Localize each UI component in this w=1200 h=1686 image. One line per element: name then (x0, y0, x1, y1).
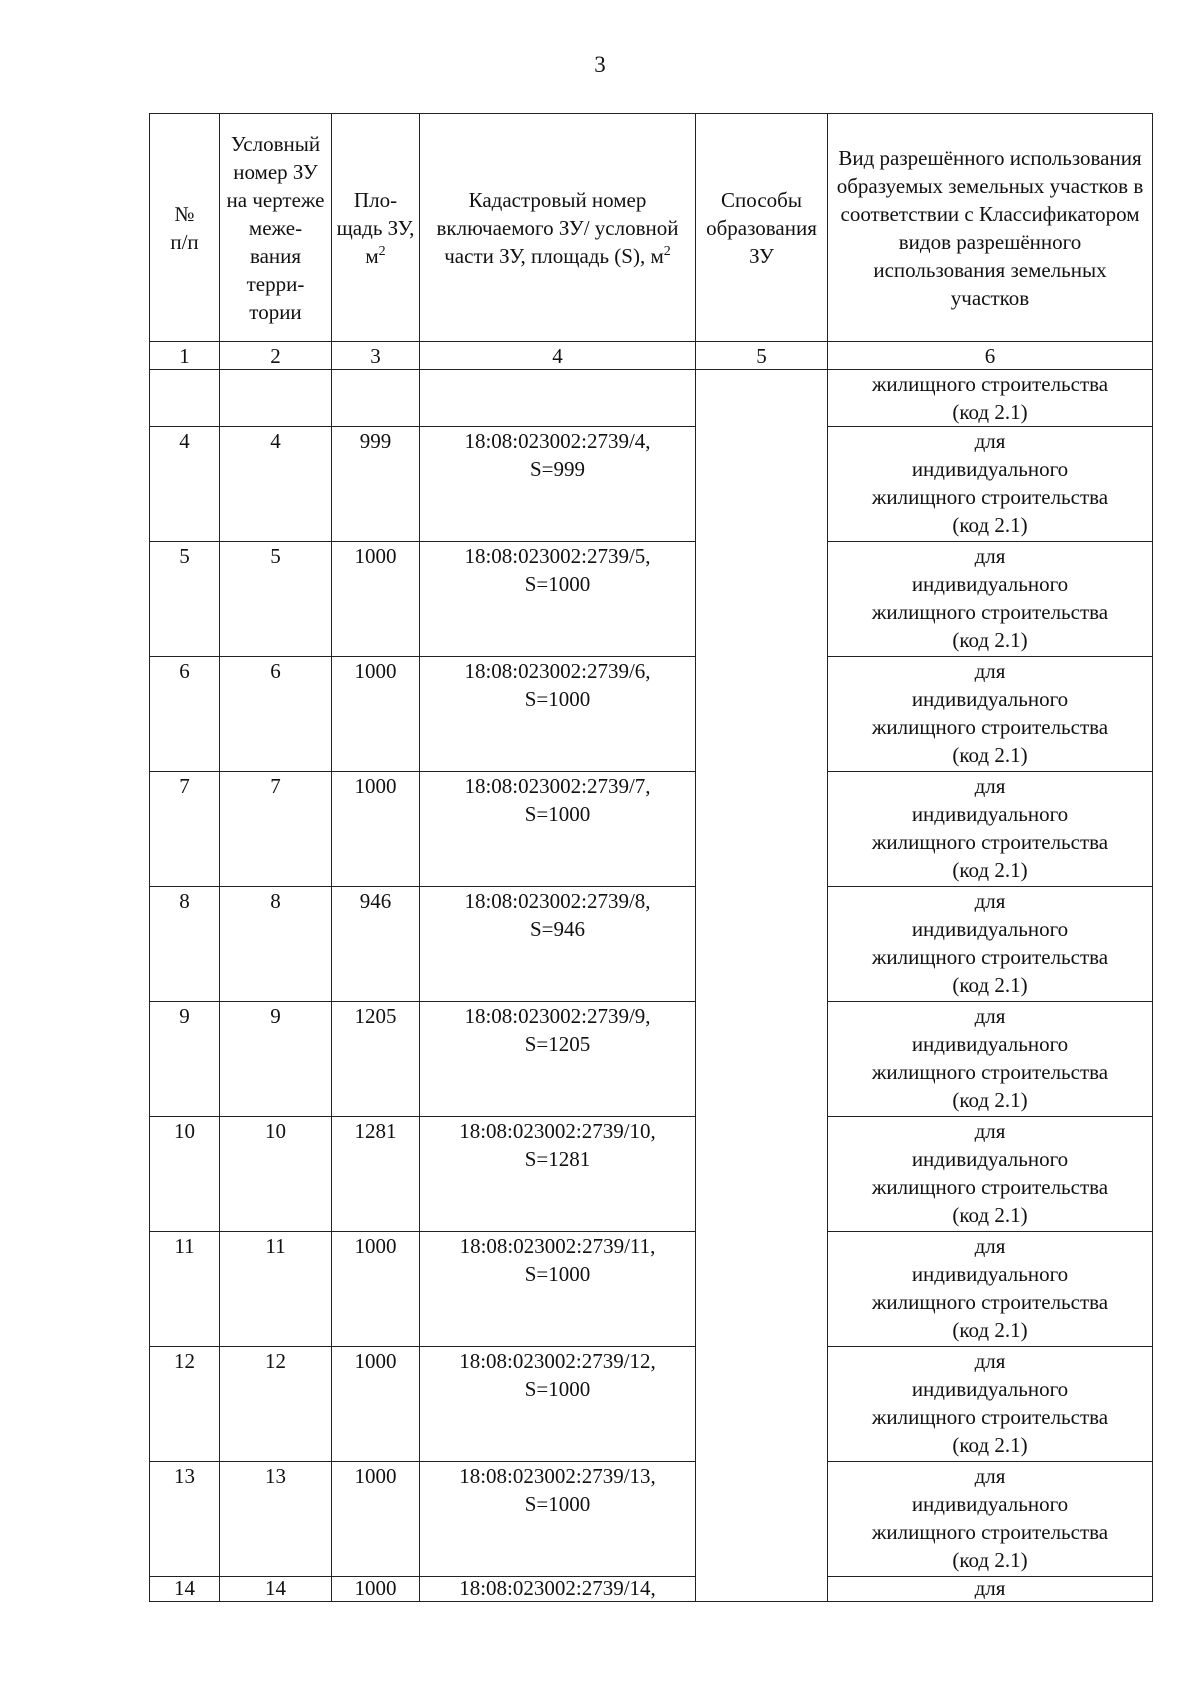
row-number-cell (150, 1002, 220, 1117)
cell-line: жилищного строительства (871, 600, 1109, 624)
cell-line: (код 2.1) (952, 743, 1028, 767)
row-number-cell (150, 657, 220, 772)
cell-line: (код 2.1) (952, 628, 1028, 652)
use-line: жилищного строительства (871, 372, 1109, 396)
cell-line: 1000 (354, 774, 397, 798)
cell-line: индивидуального (911, 457, 1069, 481)
cell-line: 18:08:023002:2739/9, (464, 1004, 651, 1028)
area-cell: 1000 (332, 1577, 420, 1602)
conditional-number-cell (220, 1002, 332, 1117)
cadastral-cell (420, 1232, 696, 1347)
permitted-use-cell: для (828, 1577, 1153, 1602)
cell-line: индивидуального (911, 1492, 1069, 1516)
cell-line: (код 2.1) (952, 858, 1028, 882)
cadastral-cell (420, 887, 696, 1002)
cell-line: 6 (270, 659, 281, 683)
header-methods: Способы образования ЗУ (696, 114, 828, 342)
permitted-use-cell (828, 370, 1153, 427)
cell-line: 1000 (354, 1349, 397, 1373)
cell-line: для (974, 1349, 1006, 1373)
permitted-use-cell (828, 1232, 1153, 1347)
cadastral-cell (420, 1002, 696, 1117)
area-cell (332, 1232, 420, 1347)
cell-line: для (974, 774, 1006, 798)
cell-line: для (974, 544, 1006, 568)
cadastral-cell (420, 1347, 696, 1462)
cell-line: S=1000 (524, 802, 591, 826)
conditional-number-cell (220, 1117, 332, 1232)
cell-line: 13 (265, 1464, 286, 1488)
area-cell (332, 1347, 420, 1462)
cell-line: 12 (174, 1349, 195, 1373)
empty-cell (332, 370, 420, 427)
page-number: 3 (594, 52, 606, 77)
cell-line: 4 (270, 429, 281, 453)
cell-line: 9 (270, 1004, 281, 1028)
cell-line: 10 (265, 1119, 286, 1143)
area-cell (332, 1462, 420, 1577)
column-number: 2 (220, 342, 332, 370)
cell-line: S=1205 (524, 1032, 591, 1056)
table-row (150, 427, 1153, 542)
use-line: (код 2.1) (952, 400, 1028, 424)
column-number: 6 (828, 342, 1153, 370)
cell-line: 18:08:023002:2739/11, (459, 1234, 656, 1258)
cell-line: 8 (270, 889, 281, 913)
cell-line: (код 2.1) (952, 1203, 1028, 1227)
area-cell (332, 542, 420, 657)
formation-method-cell (696, 370, 828, 1602)
area-cell (332, 1002, 420, 1117)
cell-line: S=1000 (524, 1492, 591, 1516)
cell-line: 18:08:023002:2739/10, (459, 1119, 656, 1143)
area-cell (332, 427, 420, 542)
conditional-number-cell (220, 1462, 332, 1577)
continuation-row (150, 370, 1153, 427)
cell-line: 18:08:023002:2739/13, (459, 1464, 656, 1488)
cell-line: S=1000 (524, 572, 591, 596)
cell-line: жилищного строительства (871, 485, 1109, 509)
cadastral-cell (420, 1117, 696, 1232)
cell-line: 1000 (354, 1234, 397, 1258)
cell-line: жилищного строительства (871, 1520, 1109, 1544)
conditional-number-cell (220, 772, 332, 887)
cadastral-cell (420, 772, 696, 887)
cadastral-cell: 18:08:023002:2739/14, (420, 1577, 696, 1602)
table-row (150, 1462, 1153, 1577)
cell-line: жилищного строительства (871, 945, 1109, 969)
cell-line: S=1000 (524, 1377, 591, 1401)
column-number: 5 (696, 342, 828, 370)
cell-line: индивидуального (911, 802, 1069, 826)
cell-line: 5 (179, 544, 190, 568)
cadastral-cell (420, 657, 696, 772)
cell-line: для (974, 659, 1006, 683)
cell-line: S=1000 (524, 1262, 591, 1286)
conditional-number-cell (220, 887, 332, 1002)
cell-line: для (974, 1119, 1006, 1143)
table-row (150, 542, 1153, 657)
header-cadastral (420, 114, 696, 342)
cell-line: индивидуального (911, 917, 1069, 941)
cell-line: индивидуального (911, 572, 1069, 596)
cell-line: 6 (179, 659, 190, 683)
cell-line: 4 (179, 429, 190, 453)
column-number: 1 (150, 342, 220, 370)
cell-line: индивидуального (911, 1032, 1069, 1056)
cell-line: 1000 (354, 544, 397, 568)
empty-cell (420, 370, 696, 427)
conditional-number-cell (220, 1347, 332, 1462)
cell-line: 7 (270, 774, 281, 798)
cell-line: жилищного строительства (871, 1060, 1109, 1084)
conditional-number-cell: 14 (220, 1577, 332, 1602)
cell-line: 18:08:023002:2739/4, (464, 429, 651, 453)
land-plots-table (149, 113, 1153, 1602)
cell-line: индивидуального (911, 1262, 1069, 1286)
cell-line: 8 (179, 889, 190, 913)
cell-line: для (974, 1004, 1006, 1028)
row-number-cell (150, 887, 220, 1002)
permitted-use-cell (828, 1117, 1153, 1232)
cell-line: 946 (359, 889, 392, 913)
row-number-cell (150, 1462, 220, 1577)
table-row (150, 772, 1153, 887)
cell-line: для (974, 1234, 1006, 1258)
area-cell (332, 887, 420, 1002)
cell-line: S=1281 (524, 1147, 591, 1171)
row-number-cell (150, 427, 220, 542)
empty-cell (220, 370, 332, 427)
permitted-use-cell (828, 1462, 1153, 1577)
conditional-number-cell (220, 1232, 332, 1347)
header-permitted-use: Вид разрешённого использования образуемых земельных участков в соответствии с Классификатором видов разрешённого использования земельных участков (828, 114, 1153, 342)
cell-line: S=1000 (524, 687, 591, 711)
cell-line: (код 2.1) (952, 513, 1028, 537)
permitted-use-cell (828, 1002, 1153, 1117)
row-number-cell (150, 772, 220, 887)
area-cell (332, 772, 420, 887)
cell-line: 10 (174, 1119, 195, 1143)
row-number-cell (150, 1117, 220, 1232)
column-numbers-row (150, 342, 1153, 370)
table-row (150, 1577, 1153, 1602)
cell-line: индивидуального (911, 687, 1069, 711)
cell-line: 11 (265, 1234, 286, 1258)
cell-line: индивидуального (911, 1377, 1069, 1401)
cell-line: 9 (179, 1004, 190, 1028)
area-cell (332, 657, 420, 772)
cell-line: S=946 (529, 917, 586, 941)
header-row (150, 114, 1153, 342)
conditional-number-cell (220, 657, 332, 772)
cell-line: (код 2.1) (952, 973, 1028, 997)
column-number: 3 (332, 342, 420, 370)
header-conditional-number: Условный номер ЗУ на чертеже меже-вания терри-тории (220, 114, 332, 342)
conditional-number-cell (220, 427, 332, 542)
cell-line: 18:08:023002:2739/6, (464, 659, 651, 683)
table-row (150, 887, 1153, 1002)
cell-line: (код 2.1) (952, 1318, 1028, 1342)
table-row (150, 1232, 1153, 1347)
row-number-cell (150, 542, 220, 657)
cell-line: 5 (270, 544, 281, 568)
empty-cell (150, 370, 220, 427)
cell-line: для (974, 889, 1006, 913)
cell-line: жилищного строительства (871, 830, 1109, 854)
cell-line: 11 (174, 1234, 195, 1258)
cell-line: 18:08:023002:2739/12, (459, 1349, 656, 1373)
cell-line: жилищного строительства (871, 1405, 1109, 1429)
cell-line: жилищного строительства (871, 1290, 1109, 1314)
cadastral-cell (420, 542, 696, 657)
cell-line: жилищного строительства (871, 715, 1109, 739)
header-cadastral-sup: 2 (663, 243, 671, 259)
cell-line: S=999 (529, 457, 586, 481)
cell-line: (код 2.1) (952, 1433, 1028, 1457)
table-row (150, 1117, 1153, 1232)
header-area (332, 114, 420, 342)
cell-line: 7 (179, 774, 190, 798)
table-row (150, 657, 1153, 772)
permitted-use-cell (828, 1347, 1153, 1462)
row-number-cell (150, 1232, 220, 1347)
cell-line: 1281 (354, 1119, 397, 1143)
cadastral-cell (420, 427, 696, 542)
cell-line: 18:08:023002:2739/8, (464, 889, 651, 913)
cell-line: для (974, 1464, 1006, 1488)
cell-line: 1205 (354, 1004, 397, 1028)
header-area-sup: 2 (378, 243, 386, 259)
conditional-number-cell (220, 542, 332, 657)
permitted-use-cell (828, 542, 1153, 657)
table-row (150, 1347, 1153, 1462)
permitted-use-cell (828, 427, 1153, 542)
permitted-use-cell (828, 772, 1153, 887)
cell-line: 12 (265, 1349, 286, 1373)
column-number: 4 (420, 342, 696, 370)
cadastral-cell (420, 1462, 696, 1577)
row-number-cell: 14 (150, 1577, 220, 1602)
cell-line: 1000 (354, 1464, 397, 1488)
cell-line: 13 (174, 1464, 195, 1488)
header-number: № п/п (150, 114, 220, 342)
permitted-use-cell (828, 657, 1153, 772)
cell-line: (код 2.1) (952, 1088, 1028, 1112)
cell-line: 18:08:023002:2739/5, (464, 544, 651, 568)
cell-line: 18:08:023002:2739/7, (464, 774, 651, 798)
table-row (150, 1002, 1153, 1117)
cell-line: для (974, 429, 1006, 453)
permitted-use-cell (828, 887, 1153, 1002)
area-cell (332, 1117, 420, 1232)
cell-line: 1000 (354, 659, 397, 683)
row-number-cell (150, 1347, 220, 1462)
header-area-text: Пло-щадь ЗУ, м (336, 187, 415, 268)
cell-line: жилищного строительства (871, 1175, 1109, 1199)
header-cadastral-text: Кадастровый номер включаемого ЗУ/ условной части ЗУ, площадь (S), м (436, 187, 679, 268)
cell-line: (код 2.1) (952, 1548, 1028, 1572)
cell-line: индивидуального (911, 1147, 1069, 1171)
cell-line: 999 (359, 429, 392, 453)
